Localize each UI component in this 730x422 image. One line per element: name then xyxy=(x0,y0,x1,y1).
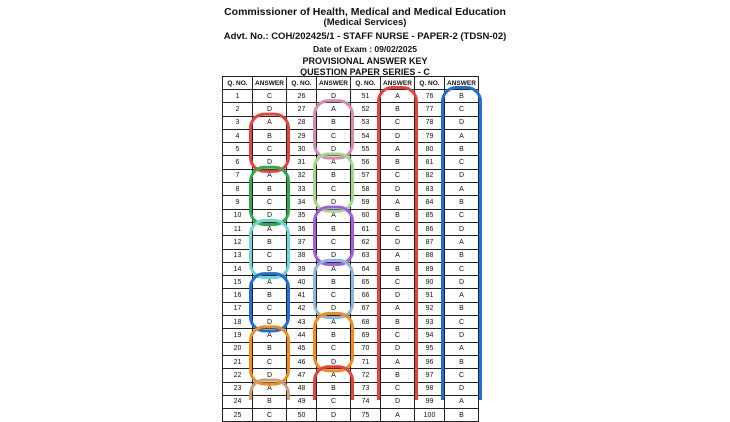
answer-cell: B xyxy=(253,395,287,408)
answer-cell: C xyxy=(317,289,351,302)
question-number: 77 xyxy=(415,103,445,116)
question-number: 39 xyxy=(287,262,317,275)
answer-cell: B xyxy=(381,156,415,169)
question-number: 46 xyxy=(287,355,317,368)
qno-header: Q. NO. xyxy=(351,77,381,90)
answer-cell: B xyxy=(381,316,415,329)
table-row xyxy=(223,196,479,209)
answer-rows xyxy=(223,90,479,422)
answer-cell: D xyxy=(381,289,415,302)
answer-cell: D xyxy=(445,116,479,129)
question-number: 55 xyxy=(351,143,381,156)
question-number: 99 xyxy=(415,395,445,408)
answer-cell: B xyxy=(381,369,415,382)
dept-title: (Medical Services) xyxy=(323,17,407,28)
question-number: 13 xyxy=(223,249,253,262)
question-number: 58 xyxy=(351,183,381,196)
question-number: 75 xyxy=(351,409,381,422)
answer-cell: C xyxy=(253,196,287,209)
question-number: 87 xyxy=(415,236,445,249)
answer-cell: D xyxy=(253,369,287,382)
answer-cell: B xyxy=(317,169,351,182)
table-row xyxy=(223,183,479,196)
answer-cell: D xyxy=(381,183,415,196)
question-number: 57 xyxy=(351,169,381,182)
question-number: 91 xyxy=(415,289,445,302)
answer-cell: C xyxy=(445,209,479,222)
answer-cell: C xyxy=(381,222,415,235)
answer-cell: D xyxy=(253,103,287,116)
question-number: 8 xyxy=(223,183,253,196)
question-number: 11 xyxy=(223,222,253,235)
answer-cell: A xyxy=(381,302,415,315)
answer-cell: B xyxy=(381,262,415,275)
answer-cell: C xyxy=(253,249,287,262)
question-number: 72 xyxy=(351,369,381,382)
answer-cell: B xyxy=(445,355,479,368)
answer-cell: B xyxy=(445,249,479,262)
answer-cell: A xyxy=(381,409,415,422)
question-number: 47 xyxy=(287,369,317,382)
question-number: 20 xyxy=(223,342,253,355)
question-number: 51 xyxy=(351,90,381,103)
answer-cell: B xyxy=(317,329,351,342)
answer-cell: D xyxy=(445,329,479,342)
answer-cell: D xyxy=(317,355,351,368)
answer-key-table xyxy=(222,76,479,422)
question-number: 79 xyxy=(415,129,445,142)
table-row xyxy=(223,129,479,142)
answer-cell: A xyxy=(253,222,287,235)
table-row xyxy=(223,395,479,408)
answer-cell: D xyxy=(317,409,351,422)
table-row xyxy=(223,316,479,329)
question-number: 81 xyxy=(415,156,445,169)
answer-cell: B xyxy=(317,116,351,129)
answer-header: ANSWER xyxy=(381,77,415,90)
answer-cell: D xyxy=(317,249,351,262)
answer-cell: A xyxy=(317,262,351,275)
table-row xyxy=(223,355,479,368)
question-number: 34 xyxy=(287,196,317,209)
question-number: 95 xyxy=(415,342,445,355)
question-series: QUESTION PAPER SERIES - C xyxy=(300,67,430,77)
answer-cell: C xyxy=(317,183,351,196)
question-number: 21 xyxy=(223,355,253,368)
answer-cell: A xyxy=(317,369,351,382)
table-row xyxy=(223,90,479,103)
answer-cell: C xyxy=(381,382,415,395)
answer-cell: D xyxy=(381,342,415,355)
answer-cell: A xyxy=(253,116,287,129)
answer-cell: B xyxy=(253,183,287,196)
question-number: 62 xyxy=(351,236,381,249)
question-number: 30 xyxy=(287,143,317,156)
answer-cell: C xyxy=(445,103,479,116)
question-number: 16 xyxy=(223,289,253,302)
question-number: 48 xyxy=(287,382,317,395)
answer-header: ANSWER xyxy=(253,77,287,90)
question-number: 44 xyxy=(287,329,317,342)
qno-header: Q. NO. xyxy=(287,77,317,90)
question-number: 45 xyxy=(287,342,317,355)
answer-cell: B xyxy=(317,222,351,235)
answer-cell: C xyxy=(381,276,415,289)
question-number: 84 xyxy=(415,196,445,209)
question-number: 82 xyxy=(415,169,445,182)
question-number: 64 xyxy=(351,262,381,275)
question-number: 98 xyxy=(415,382,445,395)
question-number: 28 xyxy=(287,116,317,129)
answer-cell: D xyxy=(253,316,287,329)
answer-cell: A xyxy=(317,103,351,116)
answer-cell: A xyxy=(381,196,415,209)
question-number: 26 xyxy=(287,90,317,103)
answer-cell: A xyxy=(445,236,479,249)
question-number: 18 xyxy=(223,316,253,329)
answer-cell: D xyxy=(445,222,479,235)
question-number: 88 xyxy=(415,249,445,262)
question-number: 42 xyxy=(287,302,317,315)
answer-cell: B xyxy=(253,129,287,142)
question-number: 50 xyxy=(287,409,317,422)
answer-key-title: PROVISIONAL ANSWER KEY xyxy=(302,56,428,66)
question-number: 23 xyxy=(223,382,253,395)
question-number: 61 xyxy=(351,222,381,235)
table-row xyxy=(223,276,479,289)
answer-cell: B xyxy=(317,276,351,289)
question-number: 86 xyxy=(415,222,445,235)
question-number: 92 xyxy=(415,302,445,315)
answer-cell: A xyxy=(317,156,351,169)
question-number: 52 xyxy=(351,103,381,116)
question-number: 83 xyxy=(415,183,445,196)
answer-cell: C xyxy=(445,156,479,169)
question-number: 14 xyxy=(223,262,253,275)
table-row xyxy=(223,236,479,249)
answer-cell: D xyxy=(381,236,415,249)
answer-cell: B xyxy=(445,302,479,315)
answer-cell: A xyxy=(253,382,287,395)
question-number: 67 xyxy=(351,302,381,315)
answer-cell: B xyxy=(445,143,479,156)
exam-date: Date of Exam : 09/02/2025 xyxy=(313,44,417,54)
question-number: 94 xyxy=(415,329,445,342)
table-row xyxy=(223,143,479,156)
question-number: 10 xyxy=(223,209,253,222)
question-number: 89 xyxy=(415,262,445,275)
answer-cell: B xyxy=(317,382,351,395)
answer-cell: A xyxy=(445,183,479,196)
answer-cell: A xyxy=(317,209,351,222)
question-number: 93 xyxy=(415,316,445,329)
answer-cell: A xyxy=(381,90,415,103)
answer-cell: A xyxy=(381,143,415,156)
question-number: 90 xyxy=(415,276,445,289)
question-number: 33 xyxy=(287,183,317,196)
answer-cell: A xyxy=(445,395,479,408)
table-row xyxy=(223,262,479,275)
question-number: 3 xyxy=(223,116,253,129)
answer-cell: C xyxy=(381,116,415,129)
question-number: 54 xyxy=(351,129,381,142)
answer-cell: D xyxy=(317,196,351,209)
question-number: 40 xyxy=(287,276,317,289)
answer-cell: C xyxy=(317,236,351,249)
answer-cell: A xyxy=(381,355,415,368)
answer-cell: B xyxy=(445,409,479,422)
question-number: 36 xyxy=(287,222,317,235)
table-row xyxy=(223,156,479,169)
answer-cell: D xyxy=(445,382,479,395)
answer-cell: D xyxy=(317,90,351,103)
table-row xyxy=(223,302,479,315)
question-number: 24 xyxy=(223,395,253,408)
qno-header: Q. NO. xyxy=(223,77,253,90)
table-row xyxy=(223,382,479,395)
table-row xyxy=(223,329,479,342)
question-number: 38 xyxy=(287,249,317,262)
question-number: 25 xyxy=(223,409,253,422)
question-number: 17 xyxy=(223,302,253,315)
question-number: 70 xyxy=(351,342,381,355)
answer-cell: C xyxy=(381,329,415,342)
question-number: 100 xyxy=(415,409,445,422)
answer-cell: D xyxy=(445,276,479,289)
question-number: 22 xyxy=(223,369,253,382)
answer-cell: C xyxy=(317,129,351,142)
answer-cell: D xyxy=(381,129,415,142)
question-number: 97 xyxy=(415,369,445,382)
table-row xyxy=(223,369,479,382)
question-number: 63 xyxy=(351,249,381,262)
answer-cell: B xyxy=(445,196,479,209)
qno-header: Q. NO. xyxy=(415,77,445,90)
question-number: 60 xyxy=(351,209,381,222)
table-row xyxy=(223,289,479,302)
question-number: 96 xyxy=(415,355,445,368)
question-number: 43 xyxy=(287,316,317,329)
answer-cell: A xyxy=(253,169,287,182)
table-row xyxy=(223,103,479,116)
answer-cell: A xyxy=(445,129,479,142)
table-row xyxy=(223,409,479,422)
table-row xyxy=(223,169,479,182)
table-row xyxy=(223,222,479,235)
question-number: 56 xyxy=(351,156,381,169)
question-number: 65 xyxy=(351,276,381,289)
question-number: 35 xyxy=(287,209,317,222)
advertisement-number: Advt. No.: COH/202425/1 - STAFF NURSE - PAPER-2 (TDSN-02) xyxy=(223,31,507,42)
question-number: 73 xyxy=(351,382,381,395)
answer-cell: C xyxy=(253,302,287,315)
answer-cell: A xyxy=(317,316,351,329)
answer-cell: B xyxy=(253,289,287,302)
answer-cell: B xyxy=(253,236,287,249)
question-number: 6 xyxy=(223,156,253,169)
answer-cell: C xyxy=(253,90,287,103)
answer-cell: A xyxy=(445,342,479,355)
question-number: 4 xyxy=(223,129,253,142)
question-number: 32 xyxy=(287,169,317,182)
question-number: 27 xyxy=(287,103,317,116)
question-number: 2 xyxy=(223,103,253,116)
org-title: Commissioner of Health, Medical and Medical Education xyxy=(224,6,506,18)
answer-cell: B xyxy=(253,342,287,355)
answer-cell: D xyxy=(381,395,415,408)
question-number: 76 xyxy=(415,90,445,103)
answer-cell: D xyxy=(253,209,287,222)
question-number: 85 xyxy=(415,209,445,222)
question-number: 15 xyxy=(223,276,253,289)
question-number: 9 xyxy=(223,196,253,209)
question-number: 68 xyxy=(351,316,381,329)
table-header-row xyxy=(223,77,479,90)
answer-cell: D xyxy=(445,169,479,182)
question-number: 37 xyxy=(287,236,317,249)
question-number: 41 xyxy=(287,289,317,302)
answer-cell: B xyxy=(381,209,415,222)
answer-cell: C xyxy=(381,169,415,182)
answer-cell: B xyxy=(381,103,415,116)
table-row xyxy=(223,209,479,222)
question-number: 69 xyxy=(351,329,381,342)
answer-cell: A xyxy=(253,329,287,342)
answer-cell: A xyxy=(445,289,479,302)
answer-cell: C xyxy=(317,395,351,408)
table-row xyxy=(223,342,479,355)
question-number: 78 xyxy=(415,116,445,129)
answer-cell: C xyxy=(317,342,351,355)
answer-cell: C xyxy=(445,262,479,275)
answer-cell: C xyxy=(445,316,479,329)
answer-cell: D xyxy=(253,262,287,275)
question-number: 80 xyxy=(415,143,445,156)
question-number: 59 xyxy=(351,196,381,209)
question-number: 7 xyxy=(223,169,253,182)
question-number: 31 xyxy=(287,156,317,169)
question-number: 49 xyxy=(287,395,317,408)
answer-header: ANSWER xyxy=(317,77,351,90)
question-number: 1 xyxy=(223,90,253,103)
answer-cell: D xyxy=(317,302,351,315)
answer-cell: D xyxy=(317,143,351,156)
question-number: 74 xyxy=(351,395,381,408)
question-number: 29 xyxy=(287,129,317,142)
answer-cell: C xyxy=(445,369,479,382)
answer-cell: A xyxy=(381,249,415,262)
question-number: 5 xyxy=(223,143,253,156)
answer-header: ANSWER xyxy=(445,77,479,90)
answer-cell: C xyxy=(253,143,287,156)
question-number: 71 xyxy=(351,355,381,368)
question-number: 12 xyxy=(223,236,253,249)
question-number: 19 xyxy=(223,329,253,342)
question-number: 53 xyxy=(351,116,381,129)
answer-cell: B xyxy=(445,90,479,103)
answer-cell: D xyxy=(253,156,287,169)
answer-cell: C xyxy=(253,409,287,422)
answer-cell: A xyxy=(253,276,287,289)
table-row xyxy=(223,116,479,129)
table-row xyxy=(223,249,479,262)
question-number: 66 xyxy=(351,289,381,302)
answer-cell: C xyxy=(253,355,287,368)
